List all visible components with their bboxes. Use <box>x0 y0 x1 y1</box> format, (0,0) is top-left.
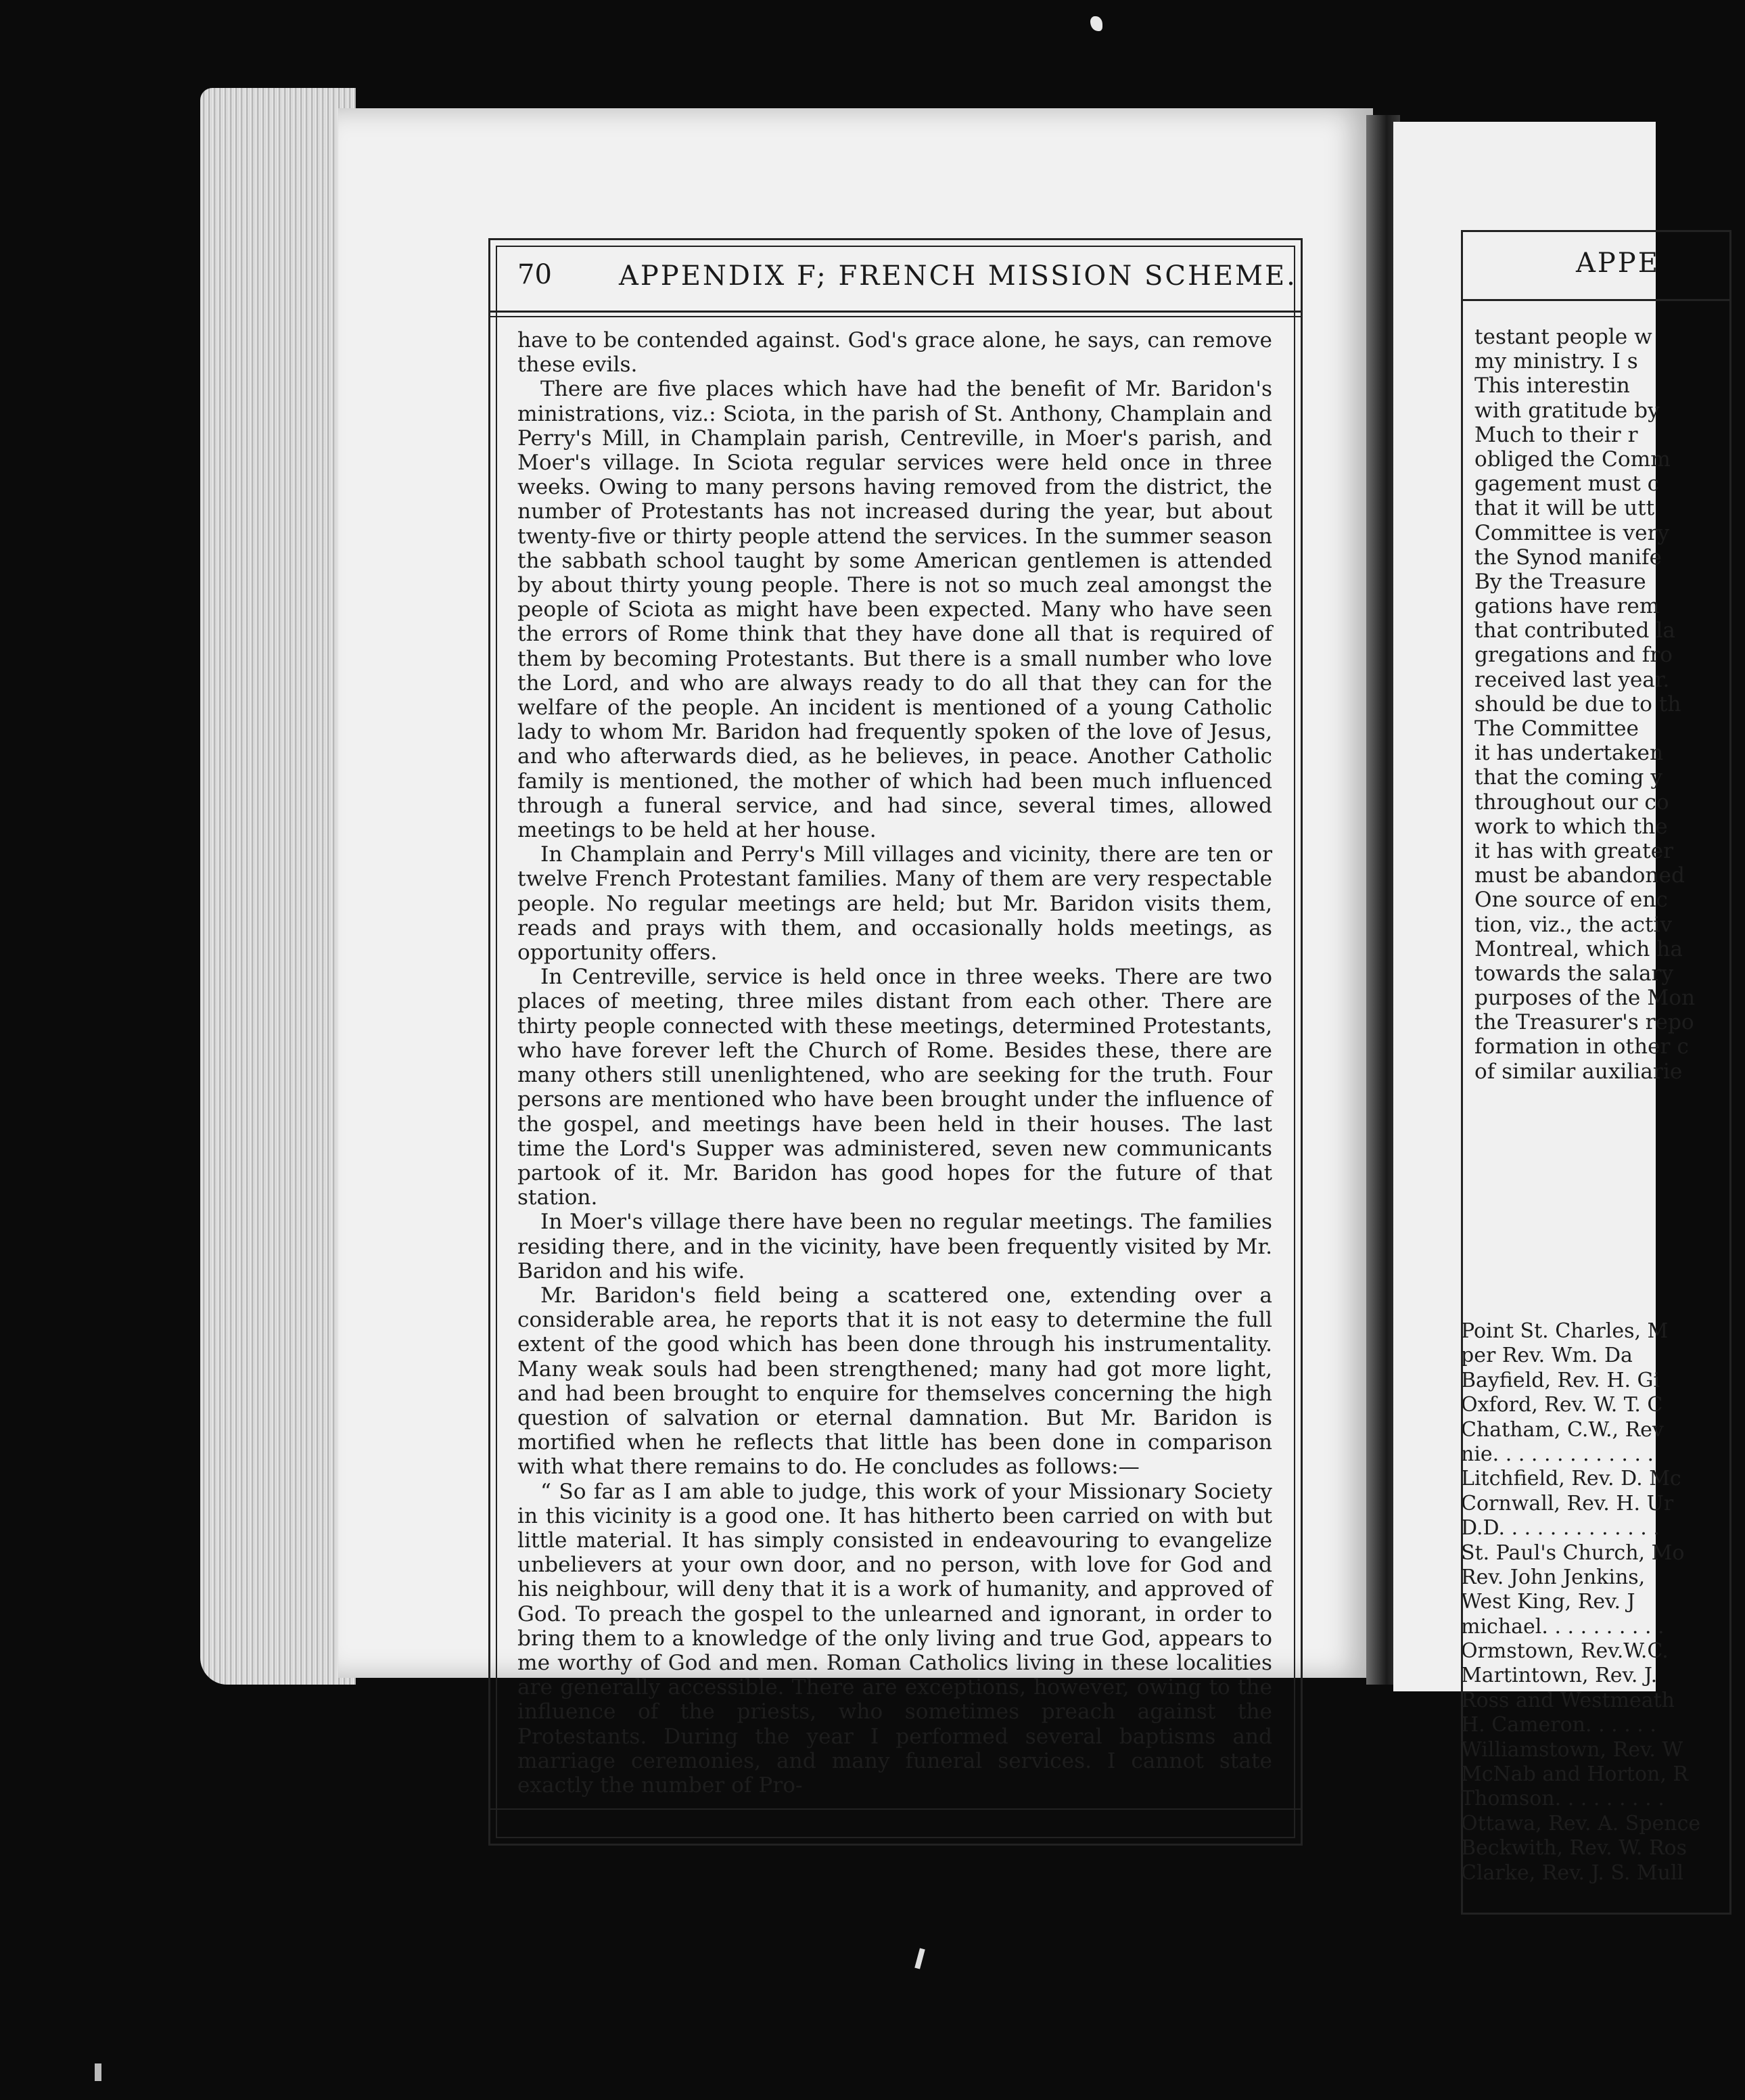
contribution-entry: per Rev. Wm. Da <box>1461 1344 1633 1368</box>
right-text-line: Much to their r <box>1474 422 1638 447</box>
contribution-entry: Rev. John Jenkins, <box>1461 1565 1646 1589</box>
right-text-line: the Treasurer's repo <box>1474 1010 1694 1035</box>
right-text-line: gregations and fro <box>1474 643 1673 668</box>
contribution-entry: Litchfield, Rev. D. Mc <box>1461 1467 1681 1491</box>
right-text-line: that the coming y <box>1474 765 1663 790</box>
contribution-entry: St. Paul's Church, Mo <box>1461 1540 1685 1565</box>
right-header-rule <box>1461 299 1731 301</box>
contribution-entry: Martintown, Rev. J. <box>1461 1664 1658 1688</box>
right-page-text <box>1474 325 1745 1084</box>
page-border-frame <box>488 238 1303 1846</box>
contribution-entry: Clarke, Rev. J. S. Mull <box>1461 1861 1684 1885</box>
right-text-line: gagement must c <box>1474 472 1660 497</box>
scan-speck <box>1090 16 1102 31</box>
page-number: 70 <box>517 259 552 290</box>
contribution-entry: Oxford, Rev. W. T. C <box>1461 1393 1663 1417</box>
contribution-entry: Beckwith, Rev. W. Ros <box>1461 1836 1688 1861</box>
contribution-entry: Ross and Westmeath <box>1461 1688 1675 1712</box>
right-text-line: obliged the Comm <box>1474 447 1671 472</box>
right-text-line: it has undertaken <box>1474 741 1664 766</box>
right-page-contributions-list <box>1461 1319 1731 1886</box>
contribution-entry: Chatham, C.W., Rev <box>1461 1417 1664 1442</box>
scan-speck <box>914 1948 925 1969</box>
right-text-line: By the Treasure <box>1474 569 1646 594</box>
right-text-line: of similar auxiliarie <box>1474 1059 1683 1084</box>
contribution-entry: nie. . . . . . . . . . . . . <box>1461 1442 1654 1466</box>
right-text-line: my ministry. I s <box>1474 349 1638 374</box>
contribution-entry: Thomson. . . . . . . . . <box>1461 1787 1665 1811</box>
right-text-line: received last year. <box>1474 667 1670 692</box>
paragraph: In Centreville, service is held once in three weeks. There are two places of meeting, three miles distant from each other. There are thirty people connected with these meetings, determined Protestants, who have forever left the Church of Rome. Besides these, there are many others still unenlightened, who are seeking for the truth. Four persons are mentioned who have been brought under the influence of the gospel, and meetings have been held in their houses. The last time the Lord's Supper was administered, seven new communicants partook of it. Mr. Baridon has good hopes for the future of that station. <box>517 965 1272 1210</box>
right-text-line: Committee is very <box>1474 520 1670 545</box>
body-text <box>517 328 1272 1798</box>
bottom-rule <box>490 1808 1301 1810</box>
scan-speck <box>95 2063 101 2081</box>
paragraph: “ So far as I am able to judge, this work of your Missionary Society in this vicinity is a good one. It has hitherto been carried on with but little material. It has simply consisted in endeavouring to evangelize unbelievers at your own door, and no person, with love for God and his neighbour, will deny that it is a work of humanity, and approved of God. To preach the gospel to the unlearned and ignorant, in order to bring them to a knowledge of the only living and true God, appears to me worthy of God and men. Roman Catholics living in these localities are generally accessible. There are exceptions, however, owing to the influence of the priests, who sometimes preach against the Protestants. During the year I performed several baptisms and marriage ceremonies, and many funeral services. I cannot state exactly the number of Pro- <box>517 1479 1272 1798</box>
right-text-line: it has with greater <box>1474 838 1674 863</box>
contribution-entry: H. Cameron. . . . . . <box>1461 1713 1656 1737</box>
right-text-line: tion, viz., the activ <box>1474 912 1673 937</box>
right-text-line: testant people w <box>1474 325 1652 349</box>
right-text-line: towards the salary <box>1474 961 1674 986</box>
right-text-line: that contributed la <box>1474 618 1675 643</box>
paragraph: Mr. Baridon's field being a scattered one, extending over a considerable area, he reports that it is not easy to determine the full extent of the good which has been done through his instrumentality. Many weak souls had been strengthened; many had got more light, and had been brought to enquire for themselves concerning the high question of salvation or eternal damnation. But Mr. Baridon is mortified when he reflects that little has been done in comparison with what there remains to do. He concludes as follows:— <box>517 1283 1272 1480</box>
contribution-entry: West King, Rev. J <box>1461 1590 1635 1614</box>
contribution-entry: Williamstown, Rev. W <box>1461 1737 1683 1762</box>
right-text-line: must be abandoned <box>1474 863 1685 888</box>
contribution-entry: Bayfield, Rev. H. Gi <box>1461 1368 1660 1392</box>
contribution-entry: Ormstown, Rev.W.C. <box>1461 1639 1669 1664</box>
right-text-line: formation in other c <box>1474 1034 1689 1059</box>
right-text-line: with gratitude by <box>1474 398 1660 423</box>
right-text-line: Montreal, which ha <box>1474 936 1683 961</box>
right-text-line: purposes of the Mon <box>1474 986 1696 1011</box>
contribution-entry: michael. . . . . . . . . . <box>1461 1614 1665 1639</box>
right-page <box>1393 122 1701 1885</box>
contribution-entry: McNab and Horton, R <box>1461 1762 1689 1787</box>
contribution-entry: Ottawa, Rev. A. Spence <box>1461 1811 1701 1835</box>
running-head: APPENDIX F; FRENCH MISSION SCHEME. <box>619 260 1297 292</box>
book-page-edges <box>200 88 356 1685</box>
paragraph: There are five places which have had the benefit of Mr. Baridon's ministrations, viz.: Sciota, in the parish of St. Anthony, Champlain and Perry's Mill, in Champlain parish, Centreville, in Moer's parish, and Moer's village. In Sciota regular services were held once in three weeks. Owing to many persons having removed from the district, the number of Protestants has not increased during the year, but about twenty-five or thirty people attend the services. In the summer season the sabbath school taught by some American gentlemen is attended by about thirty young people. There is not so much zeal amongst the people of Sciota as might have been expected. Many who have seen the errors of Rome think that they have done all that is required of them by becoming Protestants. But there is a small number who love the Lord, and who are always ready to do all that they can for the welfare of the people. An incident is mentioned of a young Catholic lady to whom Mr. Baridon had frequently spoken of the love of Jesus, and who afterwards died, as he believes, in peace. Another Catholic family is mentioned, the mother of which had been much influenced through a funeral service, and had since, several times, allowed meetings to be held at her house. <box>517 377 1272 843</box>
right-text-line: that it will be utt <box>1474 496 1655 521</box>
paragraph: In Moer's village there have been no regular meetings. The families residing there, and in the vicinity, have been frequently visited by Mr. Baridon and his wife. <box>517 1210 1272 1283</box>
right-text-line: work to which the <box>1474 814 1668 839</box>
contribution-entry: Point St. Charles, M <box>1461 1319 1669 1343</box>
header-rule <box>490 311 1301 313</box>
right-text-line: gations have rem <box>1474 594 1660 619</box>
contribution-entry: Cornwall, Rev. H. Ur <box>1461 1491 1674 1515</box>
paragraph: have to be contended against. God's grace alone, he says, can remove these evils. <box>517 328 1272 378</box>
right-text-line: should be due to th <box>1474 691 1681 716</box>
paragraph: In Champlain and Perry's Mill villages and vicinity, there are ten or twelve French Protestant families. Many of them are very respectable people. No regular meetings are held; but Mr. Baridon visits them, reads and prays with them, and occasionally holds meetings, as opportunity offers. <box>517 842 1272 965</box>
right-text-line: throughout our co <box>1474 790 1669 815</box>
right-text-line: the Synod manife <box>1474 545 1662 570</box>
right-text-line: This interestin <box>1474 373 1630 398</box>
right-text-line: One source of enc <box>1474 888 1668 913</box>
right-running-head: APPE <box>1576 248 1660 279</box>
header-rule-double <box>490 316 1301 317</box>
contribution-entry: D.D. . . . . . . . . . . . . <box>1461 1516 1660 1540</box>
right-text-line: The Committee <box>1474 716 1639 741</box>
